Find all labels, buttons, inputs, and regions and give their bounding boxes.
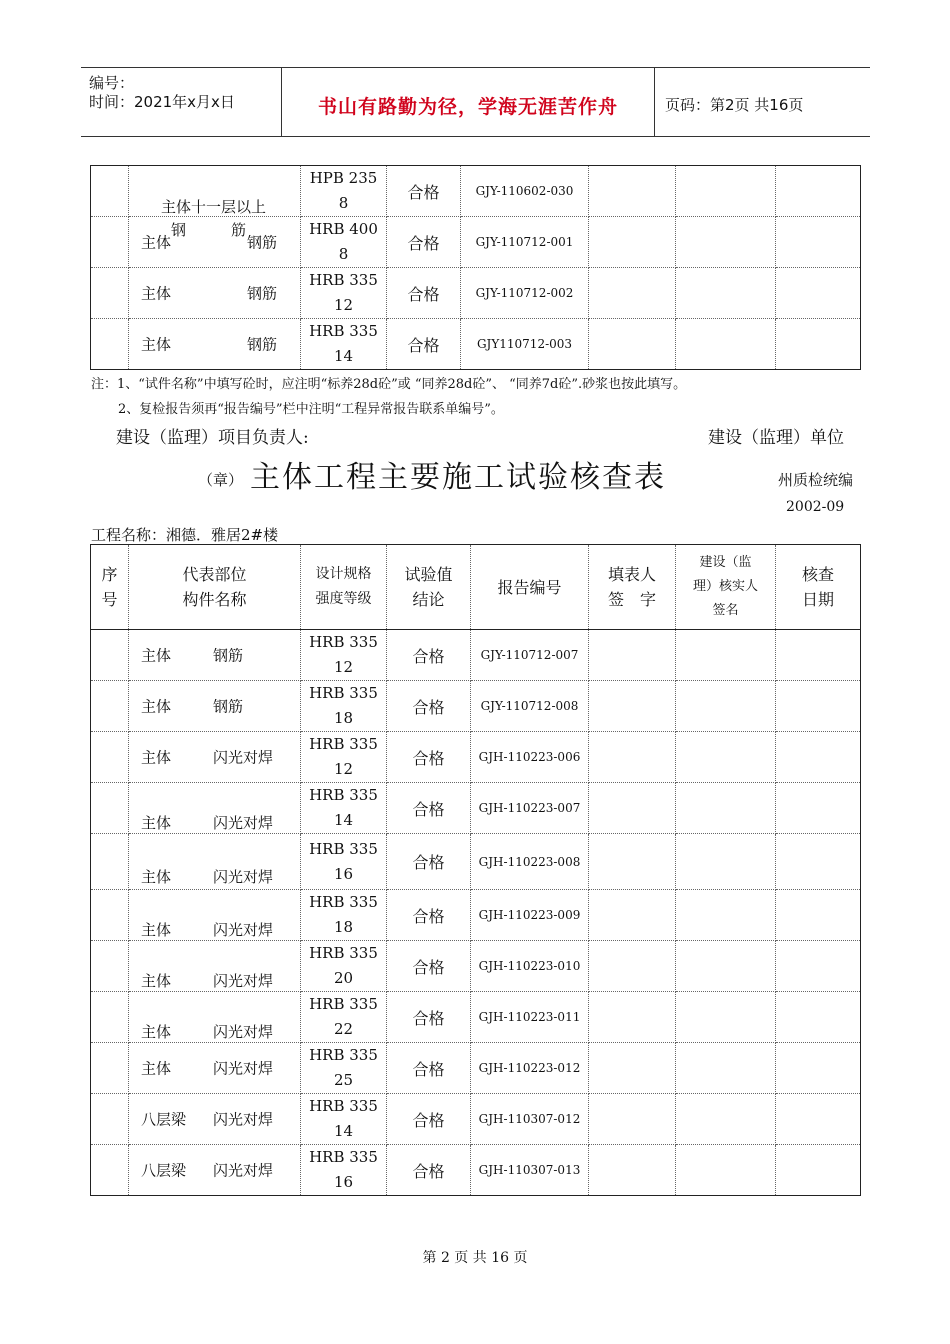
- part-cell: [129, 834, 301, 890]
- part-location: 主体: [141, 921, 172, 939]
- table-row: [91, 992, 861, 1043]
- part-location: 八层梁: [141, 1161, 187, 1180]
- verifier-sign-cell: [676, 217, 776, 268]
- verifier-sign-cell: [676, 630, 776, 681]
- table-header-row: [91, 545, 861, 630]
- report-number-cell: GJH-110223-006: [471, 732, 589, 783]
- page-title: 主体工程主要施工试验核查表: [250, 460, 666, 495]
- seal-label: （章）: [198, 471, 244, 489]
- component-name: 钢筋: [213, 697, 244, 716]
- filler-sign-cell: [589, 1145, 676, 1196]
- seq-cell: [91, 941, 129, 992]
- component-name: 钢 筋: [171, 221, 247, 239]
- note-2: 2、复检报告须再“报告编号”栏中注明“工程异常报告联系单编号”。: [118, 402, 504, 417]
- table-row: [91, 1145, 861, 1196]
- verifier-sign-cell: [676, 319, 776, 370]
- result-cell: 合格: [387, 732, 471, 783]
- result-cell: 合格: [387, 783, 471, 834]
- filler-sign-cell: [589, 992, 676, 1043]
- part-location: 主体: [141, 972, 172, 990]
- spec-cell: HRB 335 14: [301, 783, 387, 834]
- part-location: 主体: [141, 697, 172, 716]
- result-cell: 合格: [387, 1145, 471, 1196]
- verifier-sign-cell: [676, 941, 776, 992]
- check-date-cell: [776, 732, 861, 783]
- filler-sign-cell: [589, 941, 676, 992]
- spec-cell: HPB 235 8: [301, 166, 387, 217]
- check-date-cell: [776, 992, 861, 1043]
- table-row: [91, 319, 861, 370]
- filler-sign-cell: [589, 217, 676, 268]
- seq-cell: [91, 1145, 129, 1196]
- spec-cell: HRB 335 12: [301, 630, 387, 681]
- verifier-sign-cell: [676, 681, 776, 732]
- check-date-cell: [776, 783, 861, 834]
- part-location: 主体: [141, 646, 172, 665]
- part-location: 主体: [141, 233, 172, 252]
- report-number-cell: GJH-110223-007: [471, 783, 589, 834]
- header-date: 核查 日期: [776, 545, 861, 630]
- result-cell: 合格: [387, 890, 471, 941]
- header-meta-cell: [81, 68, 282, 136]
- verifier-sign-cell: [676, 1094, 776, 1145]
- edition-year: 2002-09: [786, 499, 845, 515]
- report-number-cell: GJH-110223-010: [471, 941, 589, 992]
- report-number-cell: GJH-110223-012: [471, 1043, 589, 1094]
- part-cell: [129, 992, 301, 1043]
- check-date-cell: [776, 630, 861, 681]
- seq-cell: [91, 834, 129, 890]
- seq-cell: [91, 732, 129, 783]
- check-date-cell: [776, 1145, 861, 1196]
- report-number-cell: GJY-110712-001: [461, 217, 589, 268]
- filler-sign-cell: [589, 319, 676, 370]
- check-date-cell: [776, 166, 861, 217]
- table-row: [91, 1094, 861, 1145]
- seq-cell: [91, 319, 129, 370]
- result-cell: 合格: [387, 834, 471, 890]
- component-name: 钢筋: [247, 284, 278, 303]
- spec-cell: HRB 335 16: [301, 834, 387, 890]
- code-label: 编号：: [89, 74, 135, 92]
- verifier-sign-cell: [676, 834, 776, 890]
- check-date-cell: [776, 681, 861, 732]
- seq-cell: [91, 166, 129, 217]
- component-name: 钢筋: [247, 335, 278, 354]
- report-number-cell: GJH-110223-008: [471, 834, 589, 890]
- verifier-sign-cell: [676, 1043, 776, 1094]
- table-row: [91, 890, 861, 941]
- table-row: [91, 166, 861, 217]
- component-name: 钢筋: [213, 646, 244, 665]
- component-name: 钢筋: [247, 233, 278, 252]
- part-cell: [129, 319, 301, 370]
- spec-cell: HRB 335 25: [301, 1043, 387, 1094]
- component-name: 闪光对焊: [213, 972, 274, 990]
- part-location: 八层梁: [141, 1110, 187, 1129]
- report-number-cell: GJH-110223-009: [471, 890, 589, 941]
- part-location: 主体: [141, 814, 172, 832]
- header-filler: 填表人 签 字: [589, 545, 676, 630]
- filler-sign-cell: [589, 783, 676, 834]
- result-cell: 合格: [387, 1094, 471, 1145]
- report-number-cell: GJY-110712-007: [471, 630, 589, 681]
- report-number-cell: GJY110712-003: [461, 319, 589, 370]
- report-number-cell: GJY-110712-008: [471, 681, 589, 732]
- header-seq: 序 号: [91, 545, 129, 630]
- seq-cell: [91, 992, 129, 1043]
- report-number-cell: GJY-110602-030: [461, 166, 589, 217]
- part-cell: [129, 732, 301, 783]
- result-cell: 合格: [387, 217, 461, 268]
- part-location: 主体: [141, 335, 172, 354]
- part-location: 主体: [141, 284, 172, 303]
- check-date-cell: [776, 1043, 861, 1094]
- table-row: [91, 783, 861, 834]
- header-motto-cell: [282, 68, 655, 136]
- header-report: 报告编号: [471, 545, 589, 630]
- report-number-cell: GJH-110307-012: [471, 1094, 589, 1145]
- header-part: 代表部位 构件名称: [129, 545, 301, 630]
- part-cell: [129, 890, 301, 941]
- check-date-cell: [776, 217, 861, 268]
- component-name: 闪光对焊: [213, 1023, 274, 1041]
- page-header: [81, 67, 870, 137]
- seq-cell: [91, 1043, 129, 1094]
- seq-cell: [91, 268, 129, 319]
- component-name: 闪光对焊: [213, 1161, 274, 1180]
- result-cell: 合格: [387, 268, 461, 319]
- result-cell: 合格: [387, 681, 471, 732]
- header-page-cell: [655, 68, 870, 136]
- signature-left: 建设（监理）项目负责人:: [116, 428, 309, 448]
- result-cell: 合格: [387, 992, 471, 1043]
- motto: 书山有路勤为径，学海无涯苦作舟: [317, 96, 618, 118]
- component-name: 闪光对焊: [213, 748, 274, 767]
- spec-cell: HRB 335 12: [301, 732, 387, 783]
- spec-cell: HRB 335 18: [301, 890, 387, 941]
- report-number-cell: GJY-110712-002: [461, 268, 589, 319]
- note-1: 注：1、“试件名称”中填写砼时，应注明“标养28d砼”或 “同养28d砼”、 “同养7d砼”.砂浆也按此填写。: [91, 377, 687, 392]
- filler-sign-cell: [589, 630, 676, 681]
- project-name: 工程名称：湘德．雅居2#楼: [91, 526, 279, 544]
- result-cell: 合格: [387, 166, 461, 217]
- footer-page-number: 第 2 页 共 16 页: [422, 1250, 528, 1266]
- result-cell: 合格: [387, 1043, 471, 1094]
- check-date-cell: [776, 941, 861, 992]
- verifier-sign-cell: [676, 992, 776, 1043]
- seq-cell: [91, 1094, 129, 1145]
- component-name: 闪光对焊: [213, 1110, 274, 1129]
- part-cell: [129, 630, 301, 681]
- check-date-cell: [776, 1094, 861, 1145]
- verifier-sign-cell: [676, 783, 776, 834]
- page-number-label: 页码：第2页 共16页: [665, 96, 804, 114]
- part-cell: [129, 681, 301, 732]
- spec-cell: HRB 335 18: [301, 681, 387, 732]
- time-label: 时间：2021年x月x日: [89, 93, 235, 111]
- signature-right: 建设（监理）单位: [708, 428, 844, 448]
- part-cell: [129, 1043, 301, 1094]
- table-row: [91, 681, 861, 732]
- result-cell: 合格: [387, 941, 471, 992]
- part-location: 主体: [141, 748, 172, 767]
- part-cell: [129, 1094, 301, 1145]
- spec-cell: HRB 335 12: [301, 268, 387, 319]
- spec-cell: HRB 335 22: [301, 992, 387, 1043]
- component-name: 闪光对焊: [213, 814, 274, 832]
- filler-sign-cell: [589, 681, 676, 732]
- part-location: 主体: [141, 1023, 172, 1041]
- verifier-sign-cell: [676, 166, 776, 217]
- filler-sign-cell: [589, 834, 676, 890]
- continued-test-table: [90, 165, 861, 370]
- component-name: 闪光对焊: [213, 921, 274, 939]
- report-number-cell: GJH-110223-011: [471, 992, 589, 1043]
- check-date-cell: [776, 834, 861, 890]
- header-verifier: 建设（监 理）核实人 签名: [676, 545, 776, 630]
- part-cell: [129, 783, 301, 834]
- spec-cell: HRB 335 14: [301, 319, 387, 370]
- seq-cell: [91, 783, 129, 834]
- verifier-sign-cell: [676, 890, 776, 941]
- table-row: [91, 1043, 861, 1094]
- part-cell: [129, 166, 301, 239]
- publisher: 州质检统编: [778, 471, 854, 489]
- seq-cell: [91, 681, 129, 732]
- table-row: [91, 732, 861, 783]
- verifier-sign-cell: [676, 268, 776, 319]
- filler-sign-cell: [589, 1094, 676, 1145]
- filler-sign-cell: [589, 890, 676, 941]
- spec-cell: HRB 335 20: [301, 941, 387, 992]
- spec-cell: HRB 400 8: [301, 217, 387, 268]
- verifier-sign-cell: [676, 1145, 776, 1196]
- seq-cell: [91, 890, 129, 941]
- verifier-sign-cell: [676, 732, 776, 783]
- result-cell: 合格: [387, 630, 471, 681]
- report-number-cell: GJH-110307-013: [471, 1145, 589, 1196]
- part-location: 主体: [141, 867, 172, 886]
- seq-cell: [91, 630, 129, 681]
- part-location: 主体十一层以上: [161, 198, 267, 216]
- check-date-cell: [776, 890, 861, 941]
- part-cell: [129, 1145, 301, 1196]
- table-row: [91, 834, 861, 890]
- table-row: [91, 630, 861, 681]
- part-cell: [129, 941, 301, 992]
- filler-sign-cell: [589, 1043, 676, 1094]
- filler-sign-cell: [589, 268, 676, 319]
- main-test-table: [90, 544, 861, 1196]
- part-location: 主体: [141, 1059, 172, 1078]
- filler-sign-cell: [589, 166, 676, 217]
- table-row: [91, 268, 861, 319]
- spec-cell: HRB 335 16: [301, 1145, 387, 1196]
- check-date-cell: [776, 268, 861, 319]
- component-name: 闪光对焊: [213, 1059, 274, 1078]
- spec-cell: HRB 335 14: [301, 1094, 387, 1145]
- seq-cell: [91, 217, 129, 268]
- header-result: 试验值 结论: [387, 545, 471, 630]
- filler-sign-cell: [589, 732, 676, 783]
- table-row: [91, 941, 861, 992]
- header-spec: 设计规格 强度等级: [301, 545, 387, 630]
- part-cell: [129, 268, 301, 319]
- component-name: 闪光对焊: [213, 867, 274, 886]
- check-date-cell: [776, 319, 861, 370]
- result-cell: 合格: [387, 319, 461, 370]
